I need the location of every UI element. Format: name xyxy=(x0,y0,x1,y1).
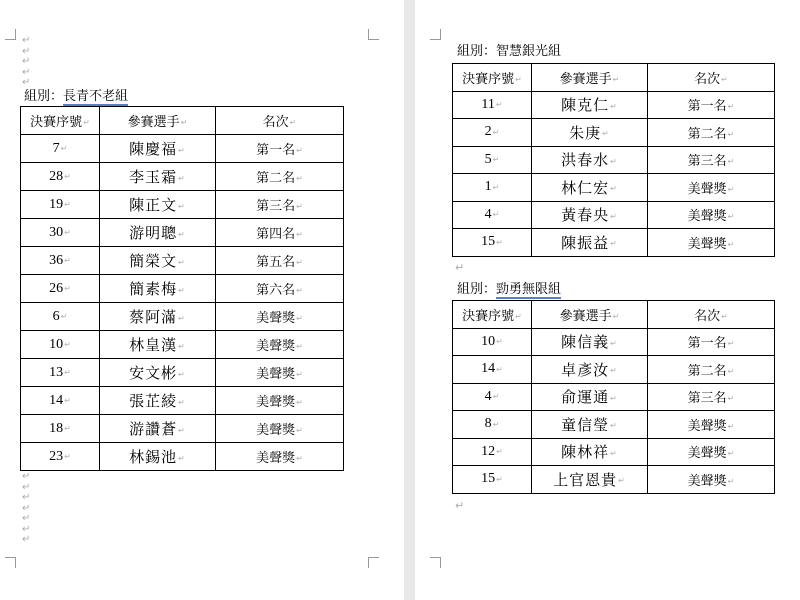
table-row xyxy=(21,443,344,471)
table-header-row xyxy=(21,107,344,135)
table-row xyxy=(21,415,344,443)
table-row xyxy=(21,191,344,219)
cell-rank: 第二名↵ xyxy=(648,119,775,147)
results-table-jinyong xyxy=(452,300,775,494)
cell-rank: 第二名↵ xyxy=(648,356,775,384)
cell-player: 黃春央↵ xyxy=(532,201,648,229)
table-row xyxy=(453,411,775,439)
cell-seq: 8↵ xyxy=(453,411,532,439)
cell-seq: 4↵ xyxy=(453,201,532,229)
cell-seq: 6↵ xyxy=(21,303,100,331)
cell-rank: 第三名↵ xyxy=(216,191,344,219)
cell-seq: 2↵ xyxy=(453,119,532,147)
paragraph-mark: ↵ xyxy=(455,261,465,274)
header-player: 參賽選手↵ xyxy=(532,301,648,329)
cell-rank: 美聲獎↵ xyxy=(648,174,775,202)
cell-rank: 第四名↵ xyxy=(216,219,344,247)
crop-mark xyxy=(5,557,16,568)
cell-player: 俞運通↵ xyxy=(532,383,648,411)
table-body xyxy=(453,91,775,256)
table-row xyxy=(453,201,775,229)
cell-seq: 10↵ xyxy=(453,328,532,356)
cell-player: 安文彬↵ xyxy=(100,359,216,387)
cell-player: 游明聰↵ xyxy=(100,219,216,247)
group-name: 勁勇無限組 xyxy=(496,282,562,297)
crop-mark xyxy=(368,29,379,40)
group-name: 長青不老組 xyxy=(63,89,129,104)
cell-player: 林皇漢↵ xyxy=(100,331,216,359)
cell-player: 陳林祥↵ xyxy=(532,438,648,466)
crop-mark xyxy=(368,557,379,568)
cell-rank: 美聲獎↵ xyxy=(216,443,344,471)
cell-rank: 美聲獎↵ xyxy=(648,466,775,494)
cell-rank: 第一名↵ xyxy=(216,135,344,163)
crop-mark xyxy=(430,29,441,40)
cell-player: 蔡阿滿↵ xyxy=(100,303,216,331)
cell-rank: 第三名↵ xyxy=(648,146,775,174)
cell-rank: 美聲獎↵ xyxy=(216,303,344,331)
cell-seq: 30↵ xyxy=(21,219,100,247)
table-row xyxy=(453,146,775,174)
header-seq: 決賽序號↵ xyxy=(21,107,100,135)
cell-seq: 10↵ xyxy=(21,331,100,359)
group-label-jinyong: 組別：勁勇無限組 xyxy=(457,282,562,297)
table-row xyxy=(453,119,775,147)
table-row xyxy=(453,356,775,384)
table-row xyxy=(453,383,775,411)
cell-seq: 12↵ xyxy=(453,438,532,466)
cell-seq: 18↵ xyxy=(21,415,100,443)
results-table-zhihui xyxy=(452,63,775,257)
cell-player: 朱庚↵ xyxy=(532,119,648,147)
cell-player: 李玉霜↵ xyxy=(100,163,216,191)
cell-rank: 第一名↵ xyxy=(648,328,775,356)
table-row xyxy=(453,174,775,202)
cell-seq: 28↵ xyxy=(21,163,100,191)
cell-player: 林仁宏↵ xyxy=(532,174,648,202)
table-row xyxy=(453,438,775,466)
cell-seq: 4↵ xyxy=(453,383,532,411)
results-table-changqing xyxy=(20,106,344,471)
table-row xyxy=(453,328,775,356)
header-player: 參賽選手↵ xyxy=(100,107,216,135)
header-seq: 決賽序號↵ xyxy=(453,301,532,329)
cell-player: 游讚蒼↵ xyxy=(100,415,216,443)
cell-rank: 美聲獎↵ xyxy=(216,415,344,443)
cell-player: 童信瑩↵ xyxy=(532,411,648,439)
table-row xyxy=(21,275,344,303)
cell-rank: 第三名↵ xyxy=(648,383,775,411)
table-row xyxy=(21,135,344,163)
cell-seq: 11↵ xyxy=(453,91,532,119)
paragraph-marks-top: ↵ ↵ ↵ ↵ ↵ xyxy=(22,35,31,88)
cell-seq: 23↵ xyxy=(21,443,100,471)
group-name: 智慧銀光組 xyxy=(496,44,562,59)
cell-rank: 美聲獎↵ xyxy=(216,387,344,415)
table-header-row xyxy=(453,301,775,329)
cell-seq: 13↵ xyxy=(21,359,100,387)
cell-seq: 36↵ xyxy=(21,247,100,275)
table-row xyxy=(21,247,344,275)
cell-rank: 第二名↵ xyxy=(216,163,344,191)
table-row xyxy=(453,466,775,494)
crop-mark xyxy=(430,557,441,568)
cell-player: 卓彥汝↵ xyxy=(532,356,648,384)
cell-rank: 美聲獎↵ xyxy=(648,201,775,229)
group-label-zhihui: 組別：智慧銀光組 xyxy=(457,44,562,59)
cell-player: 張芷綾↵ xyxy=(100,387,216,415)
header-seq: 決賽序號↵ xyxy=(453,64,532,92)
paragraph-marks-bottom: ↵ ↵ ↵ ↵ ↵ ↵ ↵ xyxy=(22,471,31,545)
table-row xyxy=(21,359,344,387)
cell-rank: 美聲獎↵ xyxy=(648,411,775,439)
cell-seq: 14↵ xyxy=(453,356,532,384)
table-header-row xyxy=(453,64,775,92)
cell-seq: 19↵ xyxy=(21,191,100,219)
cell-seq: 15↵ xyxy=(453,466,532,494)
cell-player: 陳振益↵ xyxy=(532,229,648,257)
cell-rank: 美聲獎↵ xyxy=(648,229,775,257)
header-player: 參賽選手↵ xyxy=(532,64,648,92)
cell-player: 上官恩貴↵ xyxy=(532,466,648,494)
cell-rank: 美聲獎↵ xyxy=(216,359,344,387)
cell-player: 陳信義↵ xyxy=(532,328,648,356)
cell-player: 簡榮文↵ xyxy=(100,247,216,275)
cell-seq: 15↵ xyxy=(453,229,532,257)
cell-player: 簡素梅↵ xyxy=(100,275,216,303)
table-row xyxy=(21,331,344,359)
header-rank: 名次↵ xyxy=(648,301,775,329)
cell-player: 陳慶福↵ xyxy=(100,135,216,163)
table-body xyxy=(453,328,775,493)
table-row xyxy=(21,387,344,415)
cell-player: 陳克仁↵ xyxy=(532,91,648,119)
cell-player: 洪春水↵ xyxy=(532,146,648,174)
cell-player: 林錫池↵ xyxy=(100,443,216,471)
crop-mark xyxy=(5,29,16,40)
table-row xyxy=(453,229,775,257)
cell-rank: 美聲獎↵ xyxy=(216,331,344,359)
table-row xyxy=(453,91,775,119)
group-label-changqing: 組別：長青不老組 xyxy=(24,89,129,104)
header-rank: 名次↵ xyxy=(216,107,344,135)
cell-seq: 7↵ xyxy=(21,135,100,163)
cell-seq: 26↵ xyxy=(21,275,100,303)
cell-rank: 第一名↵ xyxy=(648,91,775,119)
cell-seq: 14↵ xyxy=(21,387,100,415)
cell-rank: 第五名↵ xyxy=(216,247,344,275)
cell-seq: 1↵ xyxy=(453,174,532,202)
table-body xyxy=(21,135,344,471)
table-row xyxy=(21,303,344,331)
table-row xyxy=(21,163,344,191)
paragraph-mark: ↵ xyxy=(455,499,465,512)
cell-rank: 美聲獎↵ xyxy=(648,438,775,466)
cell-player: 陳正文↵ xyxy=(100,191,216,219)
header-rank: 名次↵ xyxy=(648,64,775,92)
cell-rank: 第六名↵ xyxy=(216,275,344,303)
table-row xyxy=(21,219,344,247)
cell-seq: 5↵ xyxy=(453,146,532,174)
